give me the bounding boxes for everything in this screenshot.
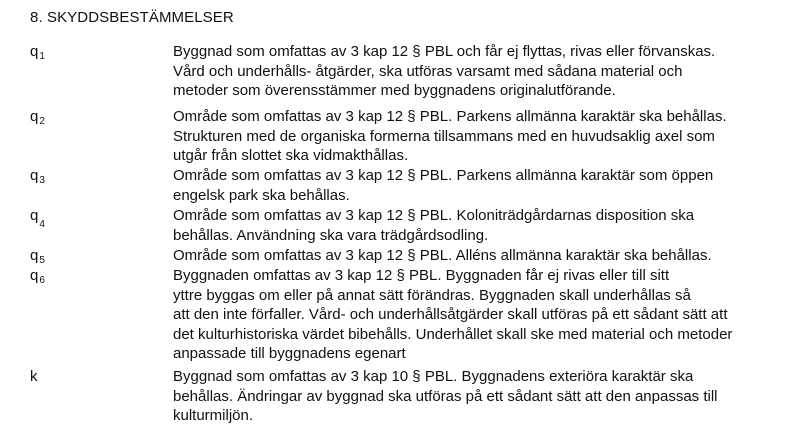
text-line: utgår från slottet ska vidmakthållas.: [173, 147, 409, 164]
text-line: kulturmiljön.: [173, 407, 254, 424]
text-line: yttre byggas om eller på annat sätt förändras. Byggnaden skall underhållas så: [173, 286, 691, 304]
regulation-text: [173, 206, 694, 245]
text-line: Byggnaden omfattas av 3 kap 12 § PBL. Byggnaden får ej rivas eller till sitt: [173, 267, 670, 284]
text-line: Område som omfattas av 3 kap 12 § PBL. Koloniträdgårdarnas disposition ska: [173, 207, 695, 224]
text-line: Strukturen med de organiska formerna tillsammans med en huvudsaklig axel som: [173, 127, 715, 145]
code-index: 3: [39, 175, 45, 186]
text-line: att den inte förfaller. Vård- och underhållsåtgärder skall utföras på ett sådant sätt att: [173, 306, 728, 323]
code-letter: q: [30, 207, 39, 224]
code-index: 5: [39, 255, 45, 266]
text-line: behållas. Användning ska vara trädgårdsodling.: [173, 226, 489, 244]
regulation-code: [30, 266, 45, 290]
text-line: engelsk park ska behållas.: [173, 186, 350, 204]
text-line: Område som omfattas av 3 kap 12 § PBL. Parkens allmänna karaktär som öppen: [173, 167, 714, 184]
code-letter: q: [30, 167, 39, 184]
regulation-text: [173, 266, 732, 364]
text-line: Byggnad som omfattas av 3 kap 10 § PBL. Byggnadens exteriöra karaktär ska: [173, 368, 694, 385]
code-letter: q: [30, 108, 39, 125]
code-index: 2: [39, 116, 45, 127]
code-letter: q: [30, 267, 39, 284]
text-line: Vård och underhålls- åtgärder, ska utföras varsamt med sådana material och: [173, 62, 683, 80]
text-line: behållas. Ändringar av byggnad ska utföras på ett sådant sätt att den anpassas till: [173, 387, 718, 405]
regulation-code: [30, 206, 45, 234]
regulation-text: [173, 367, 718, 426]
text-line: Område som omfattas av 3 kap 12 § PBL. Parkens allmänna karaktär ska behållas.: [173, 108, 727, 125]
regulation-code: [30, 42, 45, 66]
text-line: anpassade till byggnadens egenart: [173, 345, 406, 362]
code-index: 6: [39, 275, 45, 286]
regulation-text: [173, 42, 715, 101]
text-line: metoder som överensstämmer med byggnadens originalutförande.: [173, 82, 616, 99]
text-line: det kulturhistoriska värdet bibehålls. Underhållet skall ske med material och metoder: [173, 325, 733, 343]
code-letter: q: [30, 43, 39, 60]
code-index: 4: [39, 219, 45, 230]
code-letter: q: [30, 247, 39, 264]
regulation-code: [30, 166, 45, 190]
regulation-code: [30, 367, 38, 386]
section-title: 8. SKYDDSBESTÄMMELSER: [30, 9, 234, 26]
text-line: Område som omfattas av 3 kap 12 § PBL. Alléns allmänna karaktär ska behållas.: [173, 247, 712, 264]
text-line: Byggnad som omfattas av 3 kap 12 § PBL och får ej flyttas, rivas eller förvanskas.: [173, 43, 716, 60]
code-letter: k: [30, 368, 38, 385]
regulation-text: [173, 107, 727, 166]
regulation-text: [173, 166, 713, 205]
regulation-code: [30, 107, 45, 131]
code-index: 1: [39, 51, 45, 62]
regulation-text: [173, 246, 712, 266]
